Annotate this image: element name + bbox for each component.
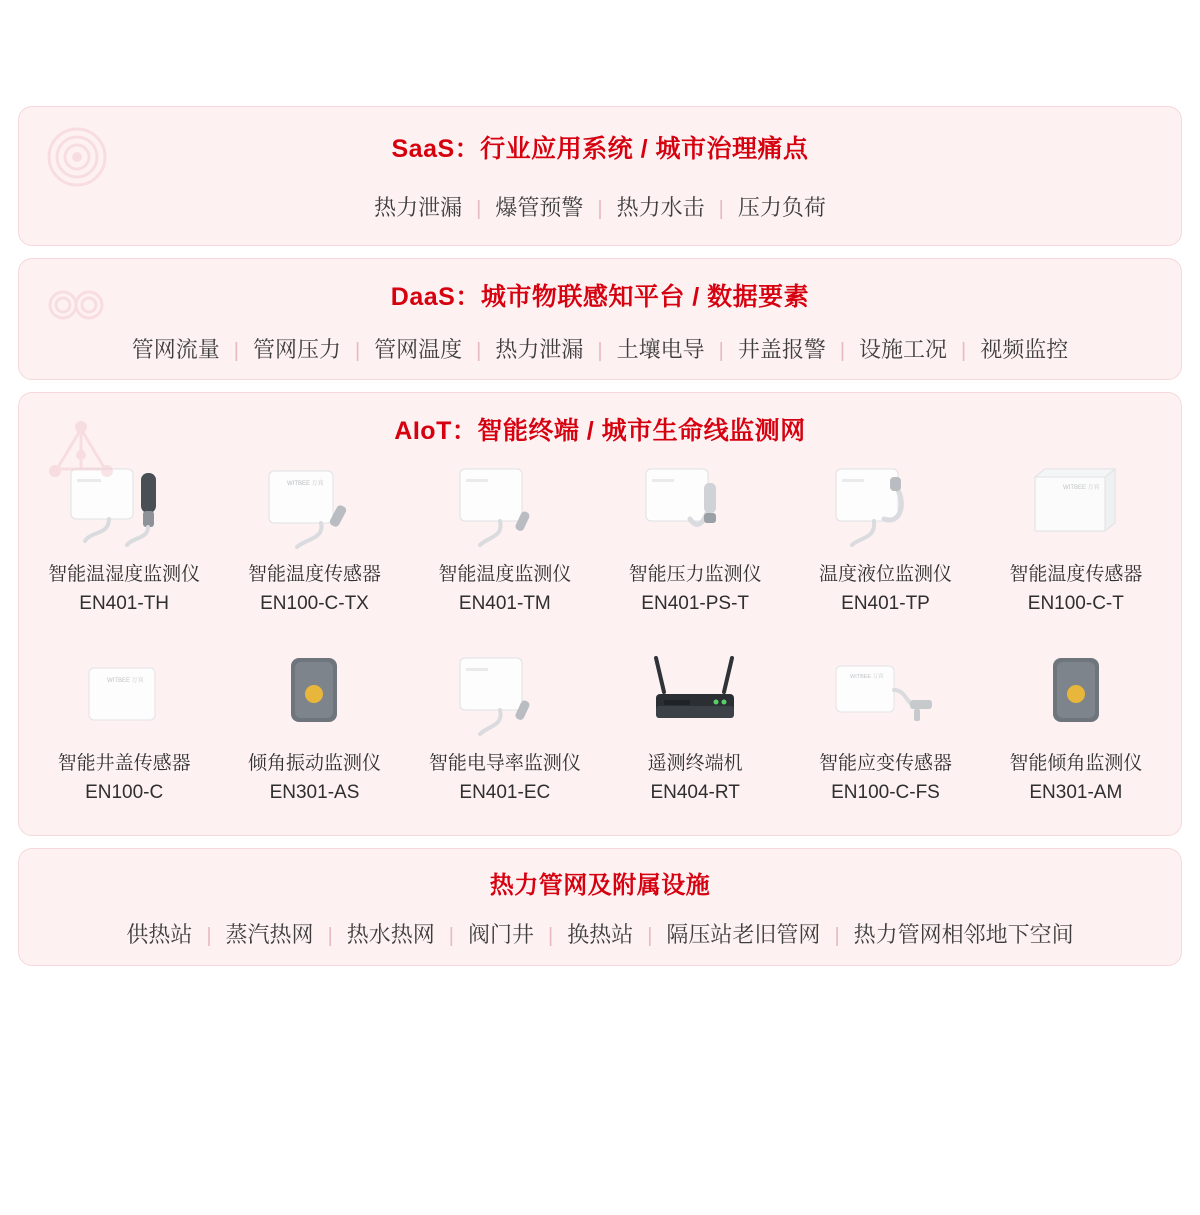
separator: | [476,198,482,220]
device-caption [221,561,407,618]
bottom-item: 蒸汽热网 [225,922,314,947]
daas-title-latin: DaaS： [390,283,481,311]
device-name: 智能井盖传感器 [57,753,191,774]
saas-title-cn: 行业应用系统 / 城市治理痛点 [480,135,809,163]
device-name: 智能温度传感器 [1009,564,1143,585]
bottom-item: 阀门井 [467,922,534,947]
architecture-diagram [0,106,1200,1215]
network-watermark-icon [41,411,113,483]
device-model: EN404-RT [650,781,740,803]
aiot-title-latin: AIoT： [394,417,478,445]
device-caption [792,750,978,807]
device-model: EN401-TP [841,592,930,614]
device-card[interactable] [600,453,790,628]
gray-module-icon [983,650,1169,742]
device-model: EN100-C-FS [831,781,940,803]
device-caption [602,561,788,618]
separator: | [597,340,603,362]
device-name: 智能温湿度监测仪 [48,564,201,585]
device-caption [221,750,407,807]
target-watermark-icon [41,121,113,193]
saas-title-latin: SaaS： [391,135,481,163]
box-with-cable-icon [412,461,598,553]
flat-panel-icon [31,650,217,742]
infinity-watermark-icon [41,281,113,353]
saas-item: 爆管预警 [495,195,584,220]
device-name: 智能应变传感器 [818,753,952,774]
bottom-item: 供热站 [126,922,193,947]
separator: | [476,340,482,362]
bottom-item: 热力管网相邻地下空间 [853,922,1074,947]
device-card[interactable] [219,453,409,628]
separator: | [233,340,239,362]
device-card[interactable] [981,453,1171,628]
device-model: EN100-C [85,781,164,803]
separator: | [206,925,212,947]
svg-text:WITBEE 万宾: WITBEE 万宾 [1062,485,1100,491]
device-card[interactable] [410,453,600,628]
separator: | [718,198,724,220]
daas-item: 管网压力 [252,337,341,362]
device-model: EN100-C-T [1027,592,1124,614]
saas-item: 热力水击 [616,195,705,220]
white-block-icon [983,461,1169,553]
device-caption [31,750,217,807]
panel-with-cable-icon [221,461,407,553]
daas-item: 土壤电导 [616,337,705,362]
device-caption [412,561,598,618]
device-model: EN301-AM [1029,781,1123,803]
svg-text:WITBEE 万宾: WITBEE 万宾 [287,481,325,487]
device-model: EN401-EC [459,781,551,803]
daas-item: 视频监控 [980,337,1069,362]
device-name: 智能电导率监测仪 [428,753,581,774]
device-model: EN401-TM [458,592,551,614]
device-caption [983,750,1169,807]
device-card[interactable] [600,642,790,817]
separator: | [718,340,724,362]
separator: | [327,925,333,947]
daas-item: 管网流量 [131,337,220,362]
device-model: EN100-C-TX [260,592,369,614]
daas-title [19,277,1181,313]
separator: | [839,340,846,362]
device-card[interactable] [410,642,600,817]
separator: | [834,925,840,947]
separator: | [647,925,653,947]
daas-panel [18,258,1182,380]
bottom-item: 热水热网 [346,922,435,947]
daas-item: 井盖报警 [737,337,826,362]
device-caption [602,750,788,807]
device-caption [983,561,1169,618]
device-caption [792,561,978,618]
daas-item: 管网温度 [374,337,463,362]
daas-item: 热力泄漏 [495,337,584,362]
device-name: 智能压力监测仪 [628,564,762,585]
device-name: 温度液位监测仪 [818,564,952,585]
aiot-title-cn: 智能终端 / 城市生命线监测网 [477,417,806,445]
device-card[interactable] [29,642,219,817]
device-card[interactable] [219,642,409,817]
saas-item: 热力泄漏 [374,195,463,220]
box-with-dual-cable-icon [792,461,978,553]
device-caption [412,750,598,807]
separator: | [961,340,967,362]
bottom-item: 隔压站老旧管网 [666,922,821,947]
bottom-title: 热力管网及附属设施 [489,872,711,899]
daas-title-cn: 城市物联感知平台 / 数据要素 [480,283,810,311]
device-name: 遥测终端机 [647,753,743,774]
aiot-panel [18,392,1182,836]
separator: | [597,198,603,220]
saas-item: 压力负荷 [737,195,826,220]
device-model: EN401-TH [79,592,170,614]
daas-item-list [19,333,1181,364]
box-with-cable-icon [412,650,598,742]
separator: | [448,925,454,947]
aiot-title [19,411,1181,447]
device-card[interactable] [790,453,980,628]
device-model: EN401-PS-T [641,592,749,614]
aiot-device-grid-row-1 [19,453,1181,628]
aiot-device-grid-row-2 [19,642,1181,817]
svg-text:WITBEE 万宾: WITBEE 万宾 [107,678,144,684]
panel-with-bracket-icon [792,650,978,742]
device-caption [31,561,217,618]
box-with-sensor-icon [602,461,788,553]
router-antennas-icon [602,650,788,742]
svg-text:WITBEE 万宾: WITBEE 万宾 [850,674,885,680]
bottom-item-list [19,918,1181,949]
device-model: EN301-AS [269,781,360,803]
heating-pipeline-panel [18,848,1182,966]
device-name: 智能温度传感器 [247,564,381,585]
device-name: 智能温度监测仪 [438,564,572,585]
saas-title [19,129,1181,165]
device-name: 倾角振动监测仪 [247,753,381,774]
gray-module-icon [221,650,407,742]
saas-item-list [19,191,1181,222]
device-name: 智能倾角监测仪 [1009,753,1143,774]
saas-panel [18,106,1182,246]
bottom-item: 换热站 [567,922,634,947]
separator: | [354,340,361,362]
separator: | [548,925,554,947]
device-card[interactable] [790,642,980,817]
daas-item: 设施工况 [859,337,948,362]
device-card[interactable] [981,642,1171,817]
